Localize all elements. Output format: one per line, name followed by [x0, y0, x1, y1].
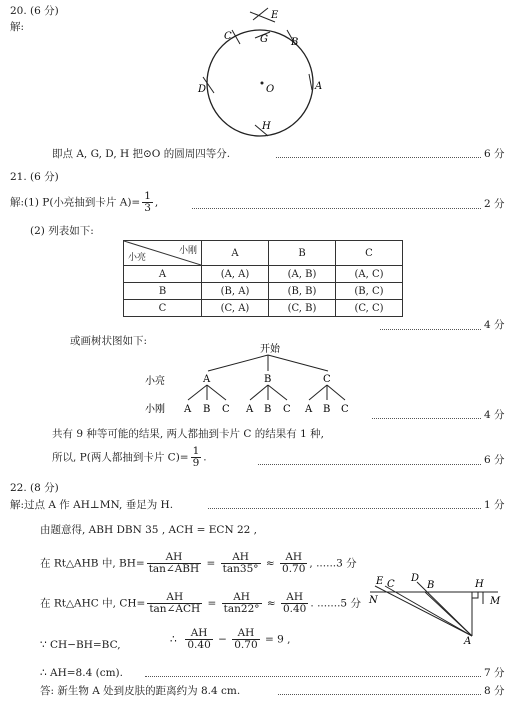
tree-leaf: C [283, 404, 291, 415]
fig-label-n: N [369, 595, 378, 606]
q22-therefore-eq: ∴ $\frac{AH}{0.40}$ − $\frac{AH}{0.70}$ = 9 , [170, 627, 291, 652]
label-e: E [271, 10, 279, 21]
q21-table-mark: 4 分 [484, 319, 505, 331]
table-col-header: B [269, 241, 336, 266]
q22-line1: 解:过点 A 作 AH⊥MN, 垂足为 H. [10, 499, 174, 511]
q21-tree-mark: 4 分 [484, 409, 505, 421]
tree-leaf: B [323, 404, 331, 415]
q21-tree-intro: 或画树状图如下: [70, 335, 148, 347]
table-col-header: C [336, 241, 403, 266]
leader-dots [276, 157, 481, 158]
q22-figure [365, 572, 510, 647]
q22-answer-mark: 8 分 [484, 685, 505, 697]
q21-number: 21. (6 分) [10, 171, 59, 183]
fig-label-h: H [475, 579, 484, 590]
leader-dots [145, 676, 481, 677]
label-h: H [262, 121, 271, 132]
q20-number: 20. (6 分) [10, 5, 59, 17]
q22-rt2: 在 Rt△AHC 中, CH= $\frac{AH}{\text{tan∠ACH}}$ = $\frac{AH}{\tan 22^\circ}$ ≈ $\frac{AH}{0.40}$ . .......5 分 [40, 591, 361, 616]
tree-leaf: C [341, 404, 349, 415]
label-d: D [198, 84, 207, 95]
table-corner: 小刚 小亮 [124, 241, 202, 266]
probability-table [123, 240, 403, 317]
tree-leaf: A [305, 404, 313, 415]
tree-node: B [264, 374, 272, 385]
fig-label-c: C [387, 579, 395, 590]
q21-p1-mark: 2 分 [484, 198, 505, 210]
leader-dots [372, 418, 481, 419]
tree-leaf: B [203, 404, 211, 415]
label-a: A [315, 81, 323, 92]
q21-p2-mark: 6 分 [484, 454, 505, 466]
fig-label-e: E [376, 576, 384, 587]
tree-leaf: C [222, 404, 230, 415]
q22-result-mark: 7 分 [484, 667, 505, 679]
q21-summary: 共有 9 种等可能的结果, 两人都抽到卡片 C 的结果有 1 种, [52, 428, 324, 440]
tree-node: C [323, 374, 331, 385]
leader-dots [278, 694, 481, 695]
q22-result: ∴ AH=8.4 (cm). [40, 667, 123, 679]
tree-leaf: B [264, 404, 272, 415]
label-o: O [266, 84, 275, 95]
table-row: B (B, A) (B, B) (B, C) [124, 283, 403, 300]
tree-diagram [0, 340, 515, 420]
q21-part1: 解:(1) P(小亮抽到卡片 A)= $\frac{1}{3}$ , [10, 190, 159, 215]
table-col-header: A [202, 241, 269, 266]
tree-leaf: A [184, 404, 192, 415]
q20-mark: 6 分 [484, 148, 505, 160]
q22-number: 22. (8 分) [10, 482, 59, 494]
tree-row1-label: 小亮 [145, 376, 165, 387]
label-g: G [260, 34, 268, 45]
table-row: A (A, A) (A, B) (A, C) [124, 266, 403, 283]
q21-part2-intro: (2) 列表如下: [30, 225, 94, 237]
leader-dots [258, 464, 481, 465]
label-b: B [291, 37, 299, 48]
fig-label-d: D [411, 573, 420, 584]
q22-because: ∵ CH−BH=BC, [40, 639, 121, 651]
tree-root: 开始 [260, 344, 280, 355]
tree-row2-label: 小刚 [145, 404, 165, 415]
q22-rt1: 在 Rt△AHB 中, BH= $\frac{AH}{\text{tan∠ABH}}$ = $\frac{AH}{\tan 35^\circ}$ ≈ $\frac{AH}{0.70}$ , ......3 分 [40, 551, 357, 576]
table-row: C (C, A) (C, B) (C, C) [124, 300, 403, 317]
tree-node: A [203, 374, 211, 385]
fig-label-a: A [464, 636, 472, 647]
q22-line2: 由题意得, ABH DBN 35 , ACH = ECN 22 , [40, 524, 258, 536]
fig-label-m: M [490, 596, 501, 607]
tree-leaf: A [246, 404, 254, 415]
q22-answer: 答: 新生物 A 处到皮肤的距离约为 8.4 cm. [40, 685, 241, 697]
center-dot [261, 82, 264, 85]
q20-circle-figure [0, 0, 515, 140]
q20-conclusion: 即点 A, G, D, H 把⊙O 的圆周四等分. [52, 148, 231, 160]
label-c: C [224, 31, 232, 42]
leader-dots [380, 329, 481, 330]
leader-dots [192, 208, 481, 209]
leader-dots [208, 508, 481, 509]
q20-jie: 解: [10, 21, 25, 33]
fig-label-b: B [427, 580, 435, 591]
q21-part2-result: 所以, P(两人都抽到卡片 C)= $\frac{1}{9}$ . [52, 445, 207, 470]
q22-line1-mark: 1 分 [484, 499, 505, 511]
